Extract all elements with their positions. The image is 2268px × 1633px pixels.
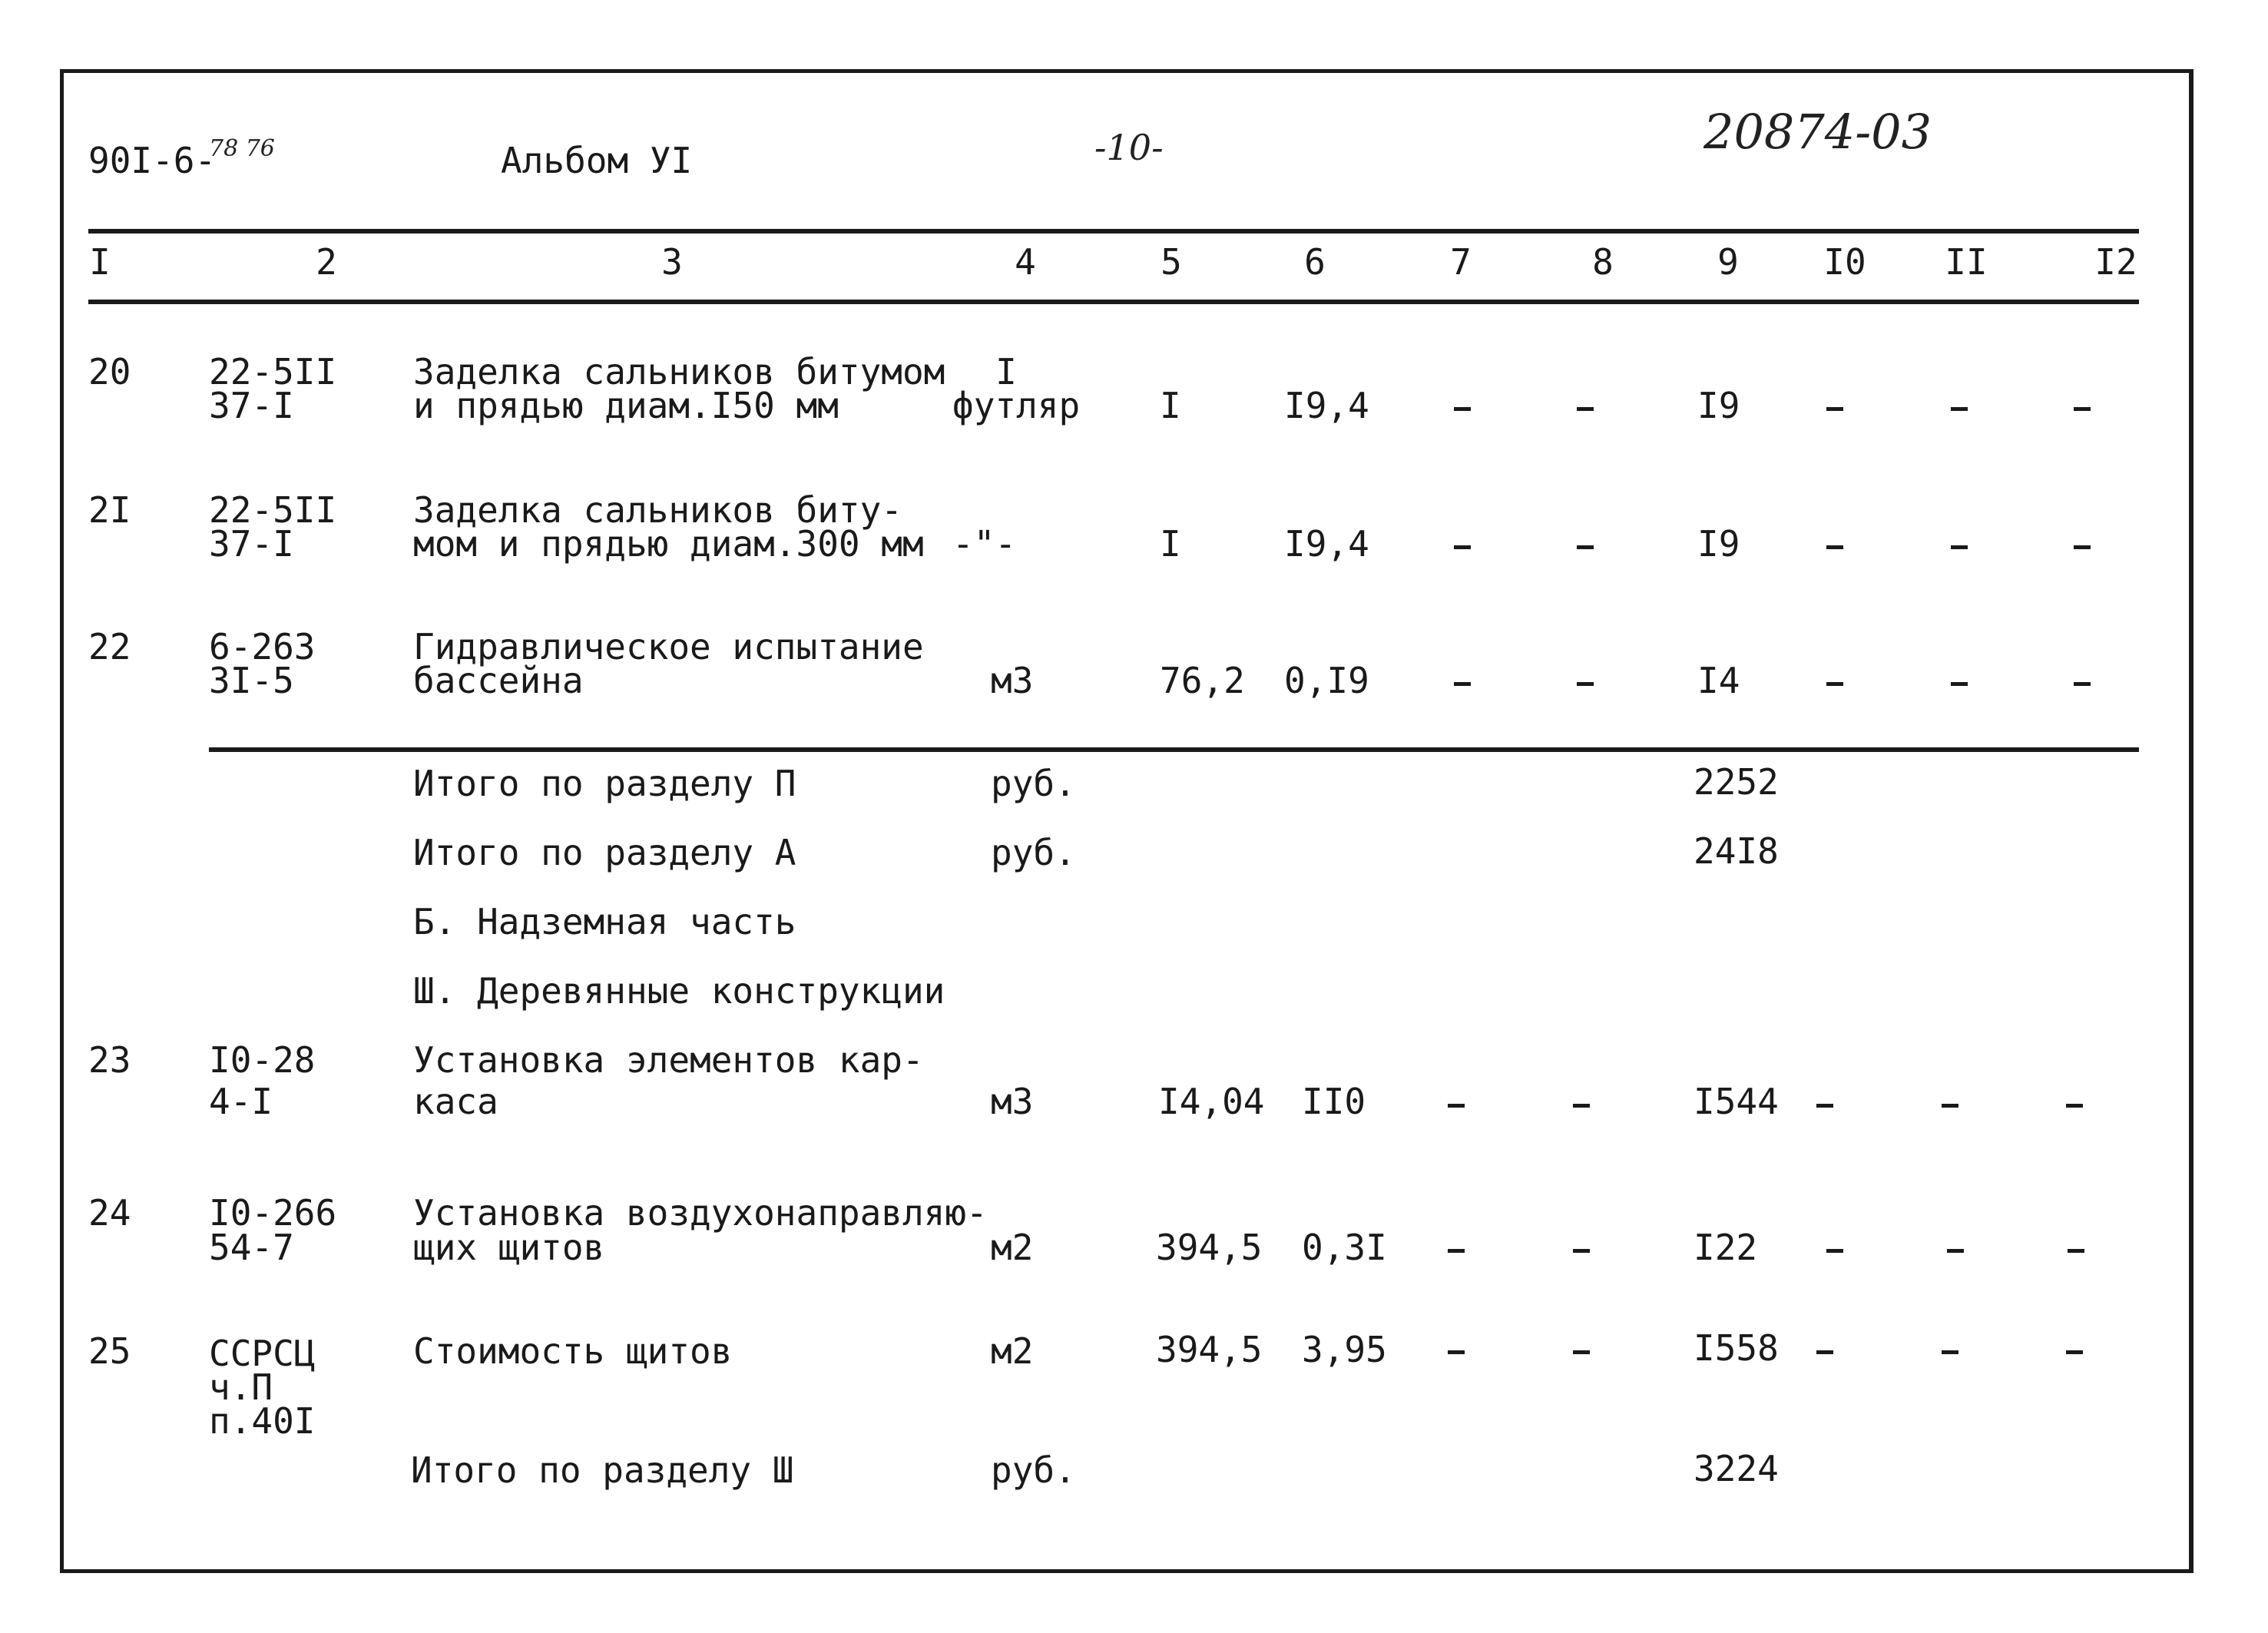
row-dash-10 xyxy=(1826,682,1843,686)
row-dash-7 xyxy=(1454,407,1471,411)
page-frame xyxy=(60,69,2194,1573)
row-code: 22-5II xyxy=(209,351,337,393)
total-section-p-unit: руб. xyxy=(991,763,1076,804)
row-name: мом и прядью диам.300 мм xyxy=(413,523,924,565)
row-dash-10 xyxy=(1826,545,1843,549)
row-code: 3I-5 xyxy=(209,660,294,701)
row-price: I9,4 xyxy=(1284,385,1369,426)
row-name: бассейна xyxy=(413,660,584,701)
row-dash-8 xyxy=(1573,1350,1590,1354)
row-code: 54-7 xyxy=(209,1227,294,1268)
row-code: ССРСЦ xyxy=(209,1333,316,1374)
col-header-9: 9 xyxy=(1717,241,1739,283)
header-bottom-rule xyxy=(88,300,2139,304)
row-name: щих щитов xyxy=(413,1227,605,1268)
col-header-6: 6 xyxy=(1304,241,1326,283)
total-section-p-label: Итого по разделу П xyxy=(413,763,796,804)
row-dash-10 xyxy=(1816,1104,1833,1108)
row-dash-11 xyxy=(1951,407,1968,411)
row-dash-8 xyxy=(1577,407,1594,411)
row-price: 0,I9 xyxy=(1284,660,1369,701)
col-header-12: I2 xyxy=(2094,241,2137,283)
total-section-sh-value: 3224 xyxy=(1694,1448,1779,1489)
total-section-a-label: Итого по разделу А xyxy=(413,832,796,873)
row-dash-12 xyxy=(2074,407,2091,411)
row-qty: I xyxy=(1160,523,1181,565)
row-total: I22 xyxy=(1694,1227,1758,1268)
row-qty: 394,5 xyxy=(1156,1329,1263,1370)
row-code: I0-266 xyxy=(209,1192,337,1234)
row-number: 23 xyxy=(88,1039,131,1081)
total-section-sh-unit: руб. xyxy=(991,1449,1076,1491)
row-dash-12 xyxy=(2066,1350,2083,1354)
row-qty: 76,2 xyxy=(1160,660,1245,701)
row-dash-8 xyxy=(1577,545,1594,549)
row-name: Установка воздухонаправляю- xyxy=(413,1192,988,1234)
col-header-1: I xyxy=(89,241,111,283)
col-header-7: 7 xyxy=(1450,241,1472,283)
row-unit: м3 xyxy=(991,660,1034,701)
row-dash-12 xyxy=(2074,682,2091,686)
row-unit: м3 xyxy=(991,1081,1034,1122)
row-number: 24 xyxy=(88,1192,131,1234)
row-dash-10 xyxy=(1826,407,1843,411)
row-unit: I xyxy=(995,351,1017,393)
row-unit: футляр xyxy=(952,385,1081,426)
col-header-4: 4 xyxy=(1015,241,1036,283)
section-heading-sh: Ш. Деревянные конструкции xyxy=(413,970,945,1012)
doc-number: 20874-03 xyxy=(1703,104,1932,160)
row-code: 4-I xyxy=(209,1081,273,1122)
row-number: 2I xyxy=(88,489,131,531)
page-number: -10- xyxy=(1094,127,1164,168)
row-code: ч.П xyxy=(209,1366,273,1408)
total-section-sh-label: Итого по разделу Ш xyxy=(411,1449,794,1491)
row-dash-8 xyxy=(1573,1104,1590,1108)
row-name: Гидравлическое испытание xyxy=(413,626,924,667)
row-dash-10 xyxy=(1816,1350,1833,1354)
row-unit: м2 xyxy=(991,1227,1034,1268)
row-name: Установка элементов кар- xyxy=(413,1039,924,1081)
row-code: 37-I xyxy=(209,523,294,565)
row-code: 37-I xyxy=(209,385,294,426)
row-dash-11 xyxy=(1947,1249,1964,1253)
row-dash-11 xyxy=(1951,545,1968,549)
row-qty: I4,04 xyxy=(1158,1081,1265,1122)
row-name: Стоимость щитов xyxy=(413,1330,733,1372)
row-dash-8 xyxy=(1573,1249,1590,1253)
col-header-3: 3 xyxy=(661,241,683,283)
row-dash-12 xyxy=(2066,1104,2083,1108)
row-qty: 394,5 xyxy=(1156,1227,1263,1268)
col-header-5: 5 xyxy=(1160,241,1182,283)
row-dash-11 xyxy=(1942,1350,1958,1354)
row-number: 22 xyxy=(88,626,131,667)
row-number: 20 xyxy=(88,351,131,393)
row-code: п.40I xyxy=(209,1400,316,1442)
row-unit: -"- xyxy=(952,523,1017,565)
row-dash-10 xyxy=(1826,1249,1843,1253)
row-name: и прядью диам.I50 мм xyxy=(413,385,839,426)
row-total: I544 xyxy=(1694,1081,1779,1122)
row-name: каса xyxy=(413,1081,498,1122)
col-header-10: I0 xyxy=(1823,241,1866,283)
row-total: I9 xyxy=(1697,385,1740,426)
row-dash-7 xyxy=(1454,545,1471,549)
row-dash-7 xyxy=(1448,1350,1465,1354)
row-dash-8 xyxy=(1577,682,1594,686)
row-code: I0-28 xyxy=(209,1039,316,1081)
total-section-p-value: 2252 xyxy=(1694,761,1779,803)
col-header-11: II xyxy=(1945,241,1988,283)
doc-code-handwritten: 78 76 xyxy=(209,135,275,162)
row-dash-7 xyxy=(1448,1249,1465,1253)
row-dash-7 xyxy=(1448,1104,1465,1108)
row-qty: I xyxy=(1160,385,1181,426)
row-price: 3,95 xyxy=(1302,1329,1387,1370)
row-price: I9,4 xyxy=(1284,523,1369,565)
doc-code: 90I-6- xyxy=(88,140,217,181)
col-header-2: 2 xyxy=(316,241,337,283)
row-dash-11 xyxy=(1951,682,1968,686)
header-top-rule xyxy=(88,229,2139,234)
row-code: 6-263 xyxy=(209,626,316,667)
section-heading-b: Б. Надземная часть xyxy=(413,901,796,942)
row-code: 22-5II xyxy=(209,489,337,531)
row-unit: м2 xyxy=(991,1330,1034,1372)
row-dash-11 xyxy=(1942,1104,1958,1108)
row-total: I9 xyxy=(1697,523,1740,565)
row-name: Заделка сальников битумом xyxy=(413,351,945,393)
section-rule xyxy=(209,747,2139,752)
row-price: II0 xyxy=(1302,1081,1366,1122)
row-name: Заделка сальников биту- xyxy=(413,489,902,531)
row-price: 0,3I xyxy=(1302,1227,1387,1268)
col-header-8: 8 xyxy=(1592,241,1614,283)
row-dash-12 xyxy=(2068,1249,2084,1253)
row-total: I4 xyxy=(1697,660,1740,701)
album-label: Альбом УI xyxy=(501,140,693,181)
row-dash-12 xyxy=(2074,545,2091,549)
row-total: I558 xyxy=(1694,1327,1779,1369)
row-dash-7 xyxy=(1454,682,1471,686)
total-section-a-value: 24I8 xyxy=(1694,830,1779,872)
total-section-a-unit: руб. xyxy=(991,832,1076,873)
row-number: 25 xyxy=(88,1330,131,1372)
